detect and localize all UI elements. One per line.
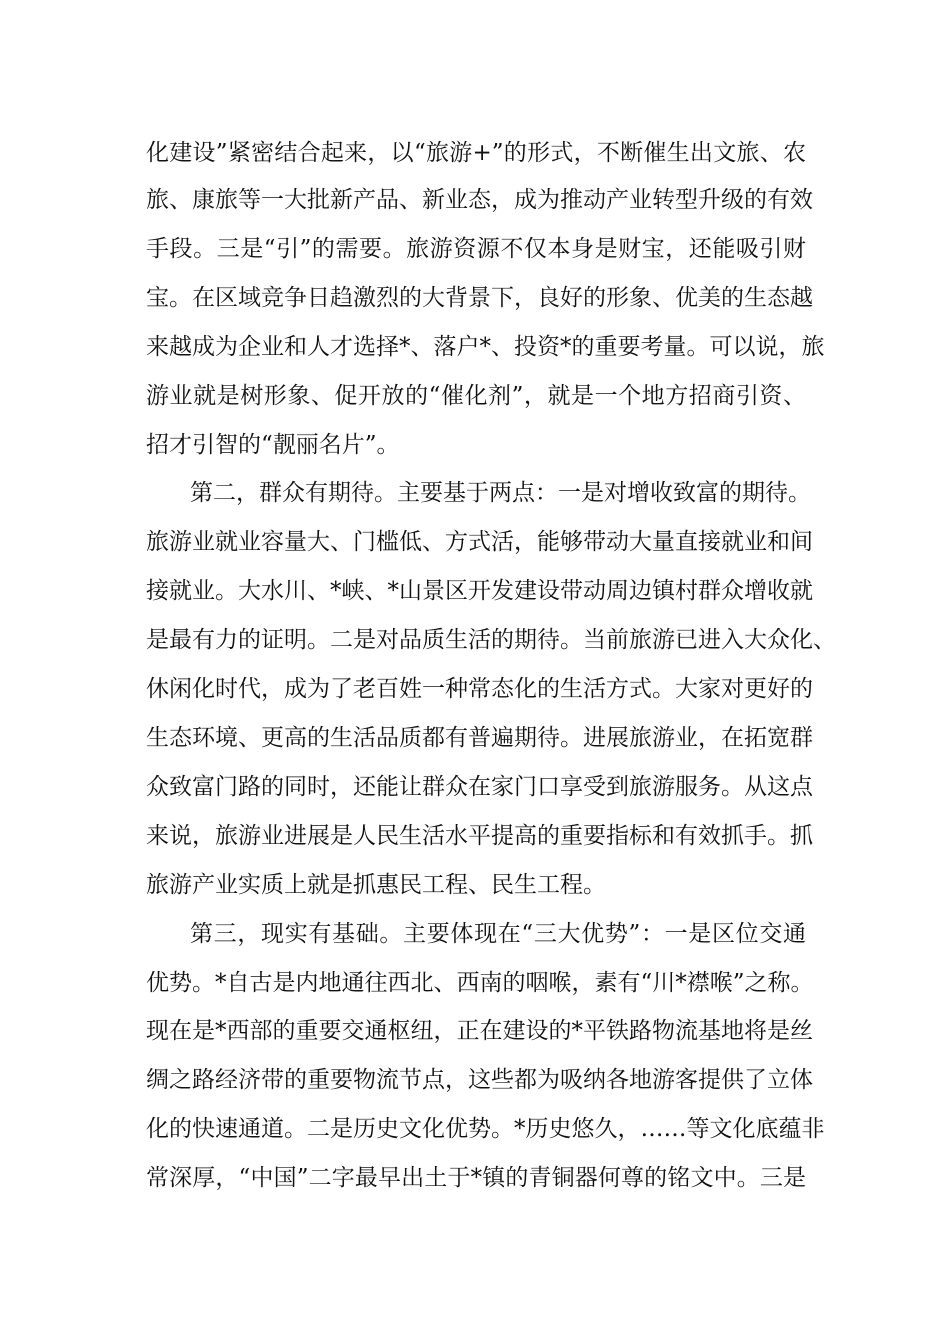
text-line: 是最有力的证明。二是对品质生活的期待。当前旅游已进入大众化、	[146, 627, 836, 653]
text-line: 生态环境、更高的生活品质都有普遍期待。进展旅游业，在拓宽群	[146, 725, 813, 751]
text-line: 优势。*自古是内地通往西北、西南的咽喉，素有“川*襟喉”之称。	[146, 970, 814, 996]
text-line: 众致富门路的同时，还能让群众在家门口享受到旅游服务。从这点	[146, 774, 813, 800]
text-line: 来说，旅游业进展是人民生活水平提高的重要指标和有效抓手。抓	[146, 823, 813, 849]
text-line: 接就业。大水川、*峡、*山景区开发建设带动周边镇村群众增收就	[146, 578, 813, 604]
text-line: 化的快速通道。二是历史文化优势。*历史悠久，……等文化底蕴非	[146, 1116, 825, 1142]
text-line: 游业就是树形象、促开放的“催化剂”，就是一个地方招商引资、	[146, 383, 806, 409]
text-line: 化建设”紧密结合起来，以“旅游+”的形式，不断催生出文旅、农	[146, 140, 806, 166]
text-line: 宝。在区域竞争日趋激烈的大背景下，良好的形象、优美的生态越	[146, 285, 813, 311]
text-line: 旅游产业实质上就是抓惠民工程、民生工程。	[146, 872, 606, 898]
text-line: 招才引智的“靓丽名片”。	[146, 432, 400, 458]
text-line: 旅、康旅等一大批新产品、新业态，成为推动产业转型升级的有效	[146, 187, 813, 213]
text-line: 来越成为企业和人才选择*、落户*、投资*的重要考量。可以说，旅	[146, 334, 825, 360]
text-line: 现在是*西部的重要交通枢纽，正在建设的*平铁路物流基地将是丝	[146, 1018, 813, 1044]
text-line: 绸之路经济带的重要物流节点，这些都为吸纳各地游客提供了立体	[146, 1067, 813, 1093]
text-line: 旅游业就业容量大、门槛低、方式活，能够带动大量直接就业和间	[146, 529, 813, 555]
paragraph-first-line: 第二，群众有期待。主要基于两点：一是对增收致富的期待。	[190, 480, 811, 506]
paragraph-first-line: 第三，现实有基础。主要体现在“三大优势”：一是区位交通	[190, 921, 806, 947]
text-line: 手段。三是“引”的需要。旅游资源不仅本身是财宝，还能吸引财	[146, 236, 806, 262]
text-line: 休闲化时代，成为了老百姓一种常态化的生活方式。大家对更好的	[146, 676, 813, 702]
text-line: 常深厚，“中国”二字最早出土于*镇的青铜器何尊的铭文中。三是	[146, 1165, 806, 1191]
